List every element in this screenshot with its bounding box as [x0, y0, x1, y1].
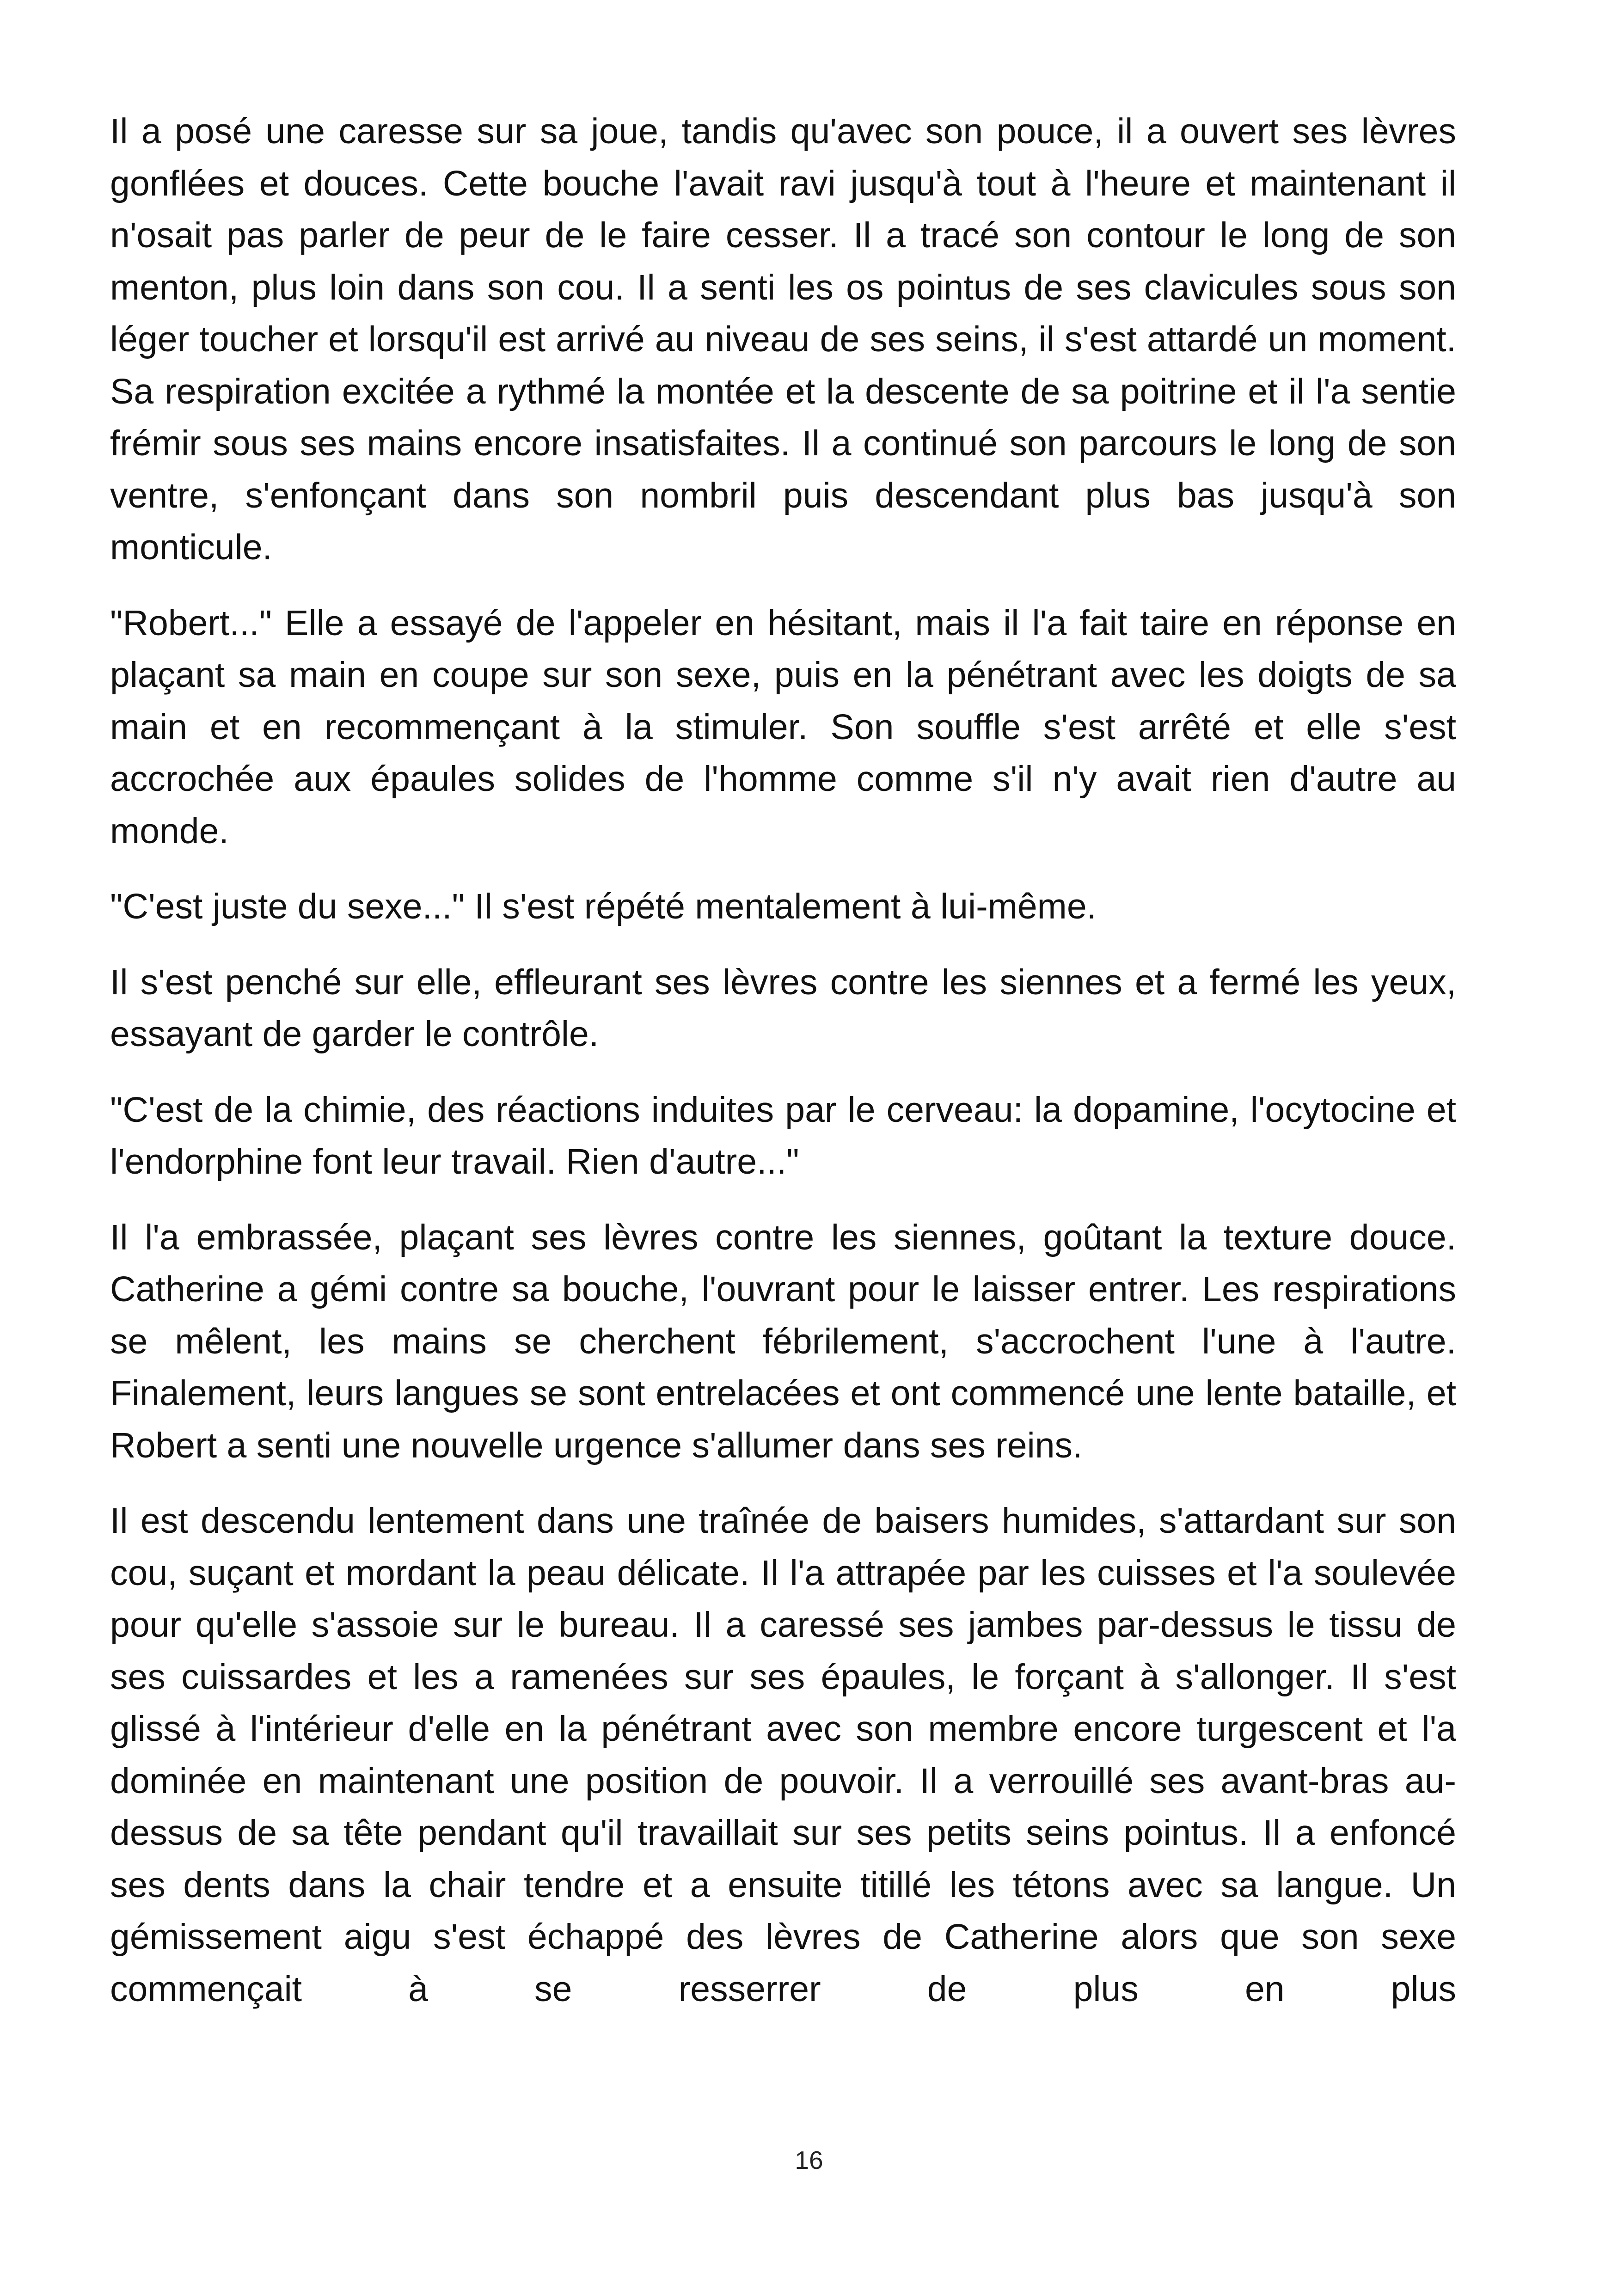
- paragraph-6: Il l'a embrassée, plaçant ses lèvres contre les siennes, goûtant la texture douce. Catherine a gémi contre sa bouche, l'ouvrant pour le laisser entrer. Les respirations se mêlent, les mains se cherchent fébrilement, s'accrochent l'une à l'autre. Finalement, leurs langues se sont entrelacées et ont commencé une lente bataille, et Robert a senti une nouvelle urgence s'allumer dans ses reins.: [110, 1217, 1456, 1465]
- paragraph-1: Il a posé une caresse sur sa joue, tandis qu'avec son pouce, il a ouvert ses lèvres gonflées et douces. Cette bouche l'avait ravi jusqu'à tout à l'heure et maintenant il n'osait pas parler de peur de le faire cesser. Il a tracé son contour le long de son menton, plus loin dans son cou. Il a senti les os pointus de ses clavicules sous son léger toucher et lorsqu'il est arrivé au niveau de ses seins, il s'est attardé un moment. Sa respiration excitée a rythmé la montée et la descente de sa poitrine et il l'a sentie frémir sous ses mains encore insatisfaites. Il a continué son parcours le long de son ventre, s'enfonçant dans son nombril puis descendant plus bas jusqu'à son monticule.: [110, 111, 1456, 567]
- paragraph-2: "Robert..." Elle a essayé de l'appeler en hésitant, mais il l'a fait taire en réponse en plaçant sa main en coupe sur son sexe, puis en la pénétrant avec les doigts de sa main et en recommençant à la stimuler. Son souffle s'est arrêté et elle s'est accrochée aux épaules solides de l'homme comme s'il n'y avait rien d'autre au monde.: [110, 603, 1456, 851]
- paragraph-3: "C'est juste du sexe..." Il s'est répété mentalement à lui-même.: [110, 887, 1097, 926]
- paragraph-7: Il est descendu lentement dans une traînée de baisers humides, s'attardant sur son cou, suçant et mordant la peau délicate. Il l'a attrapée par les cuisses et l'a soulevée pour qu'elle s'assoie sur le bureau. Il a caressé ses jambes par-dessus le tissu de ses cuissardes et les a ramenées sur ses épaules, le forçant à s'allonger. Il s'est glissé à l'intérieur d'elle en la pénétrant avec son membre encore turgescent et l'a dominée en maintenant une position de pouvoir. Il a verrouillé ses avant-bras au-dessus de sa tête pendant qu'il travaillait sur ses petits seins pointus. Il a enfoncé ses dents dans la chair tendre et a ensuite titillé les tétons avec sa langue. Un gémissement aigu s'est échappé des lèvres de Catherine alors que son sexe commençait à se resserrer de plus en plus: [110, 1501, 1456, 2009]
- paragraph-5: "C'est de la chimie, des réactions induites par le cerveau: la dopamine, l'ocytocine et l'endorphine font leur travail. Rien d'autre...": [110, 1090, 1456, 1182]
- body-text: [110, 105, 1456, 2015]
- paragraph-4: Il s'est penché sur elle, effleurant ses lèvres contre les siennes et a fermé les yeux, essayant de garder le contrôle.: [110, 962, 1456, 1054]
- page-number: 16: [795, 2146, 823, 2174]
